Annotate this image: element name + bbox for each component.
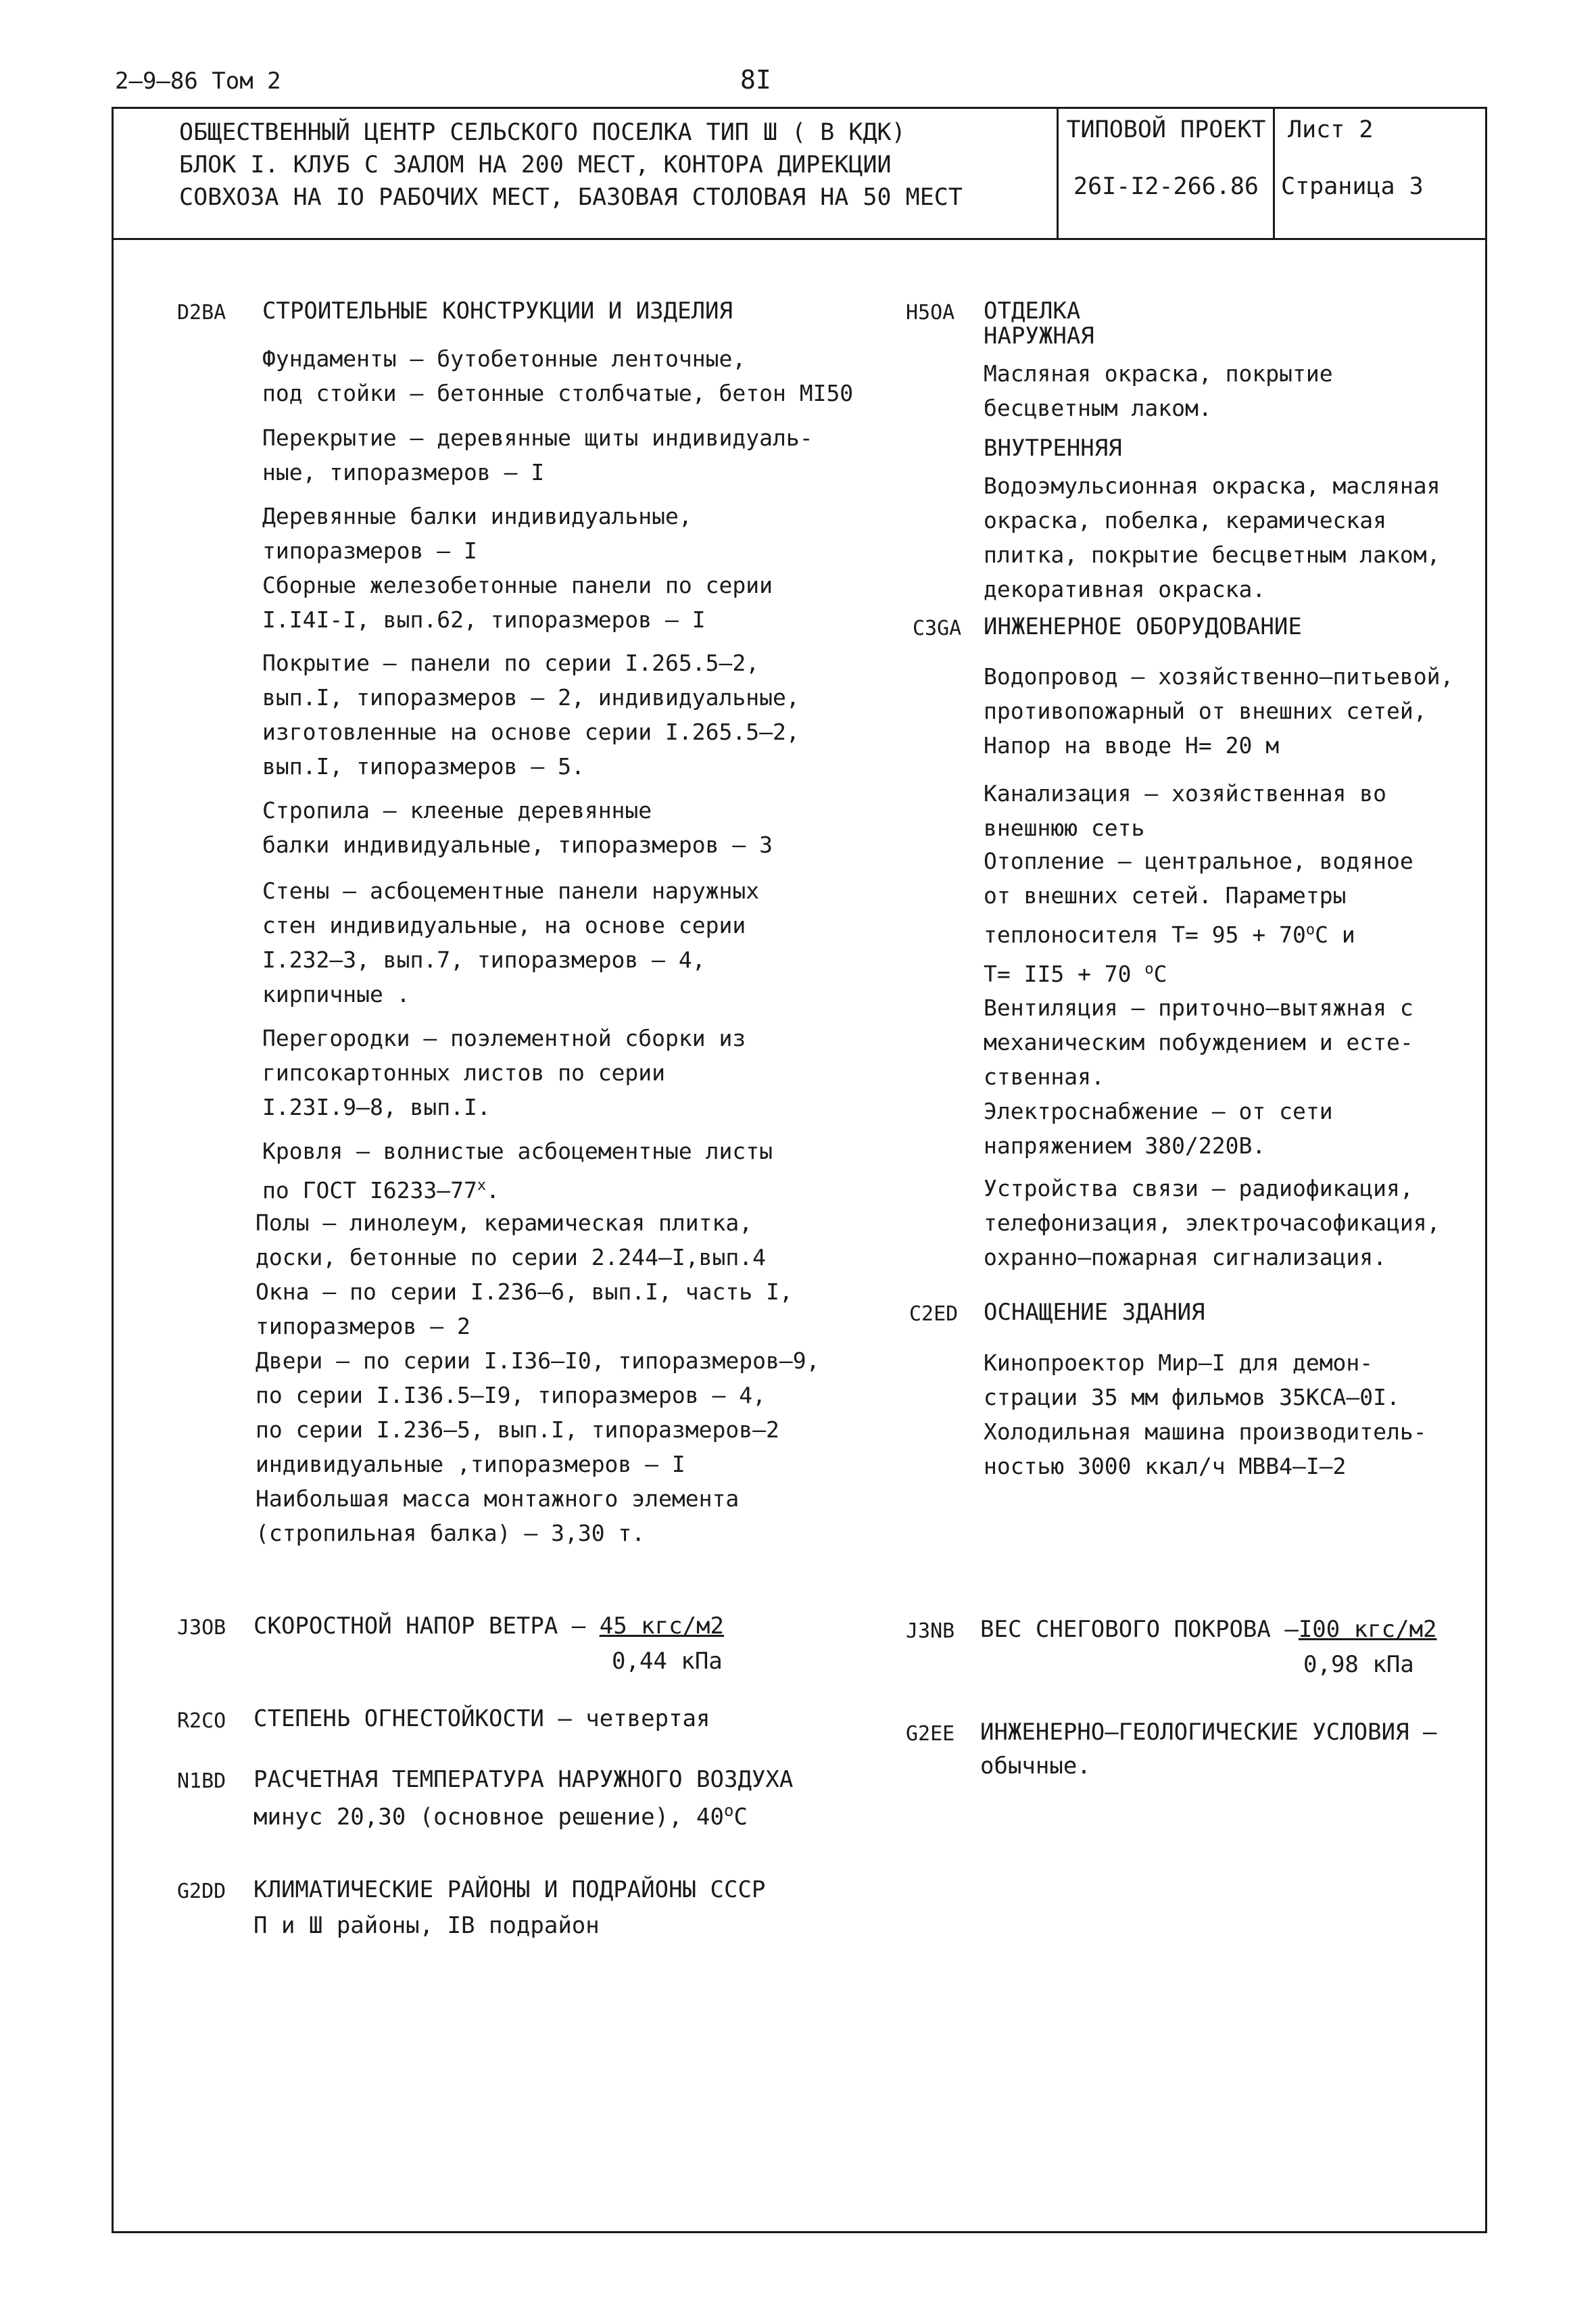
paragraph-equipment: Кинопроектор Мир–I для демон- страции 35 мм фильмов 35КСА–0I. Холодильная машина производитель- ностью 3000 ккал/ч МВВ4–I–2 bbox=[984, 1350, 1427, 1479]
title-block-divider bbox=[112, 238, 1487, 240]
section-code: G2DD bbox=[177, 1880, 226, 1903]
paragraph-floors-slabs: Перекрытие – деревянные щиты индивидуаль- ные, типоразмеров – I bbox=[262, 425, 813, 485]
section-title: ОТДЕЛКА bbox=[984, 297, 1081, 325]
section-code: C3GA bbox=[913, 617, 962, 640]
paragraph-ventilation-power: Вентиляция – приточно–вытяжная с механическим побуждением и есте- ственная. Электроснабжение – от сети напряжением 380/220В. bbox=[984, 995, 1413, 1159]
paragraph-walls: Стены – асбоцементные панели наружных стен индивидуальные, на основе серии I.232–3, вып.7, типоразмеров – 4, кирпичные . bbox=[262, 878, 760, 1007]
page-number: 8I bbox=[740, 65, 771, 95]
section-code: R2CO bbox=[177, 1709, 226, 1733]
section-title: РАСЧЕТНАЯ ТЕМПЕРАТУРА НАРУЖНОГО ВОЗДУХА bbox=[253, 1766, 794, 1793]
snow-load-value: I00 кгс/м2 bbox=[1298, 1616, 1437, 1643]
section-code: C2ED bbox=[909, 1302, 959, 1326]
subsection-title: НАРУЖНАЯ bbox=[984, 323, 1094, 350]
project-title-line: БЛОК I. КЛУБ С ЗАЛОМ НА 200 МЕСТ, КОНТОРА ДИРЕКЦИИ bbox=[179, 151, 892, 178]
climate-regions-value: П и Ш районы, IВ подрайон bbox=[253, 1912, 600, 1939]
section-title: СТЕПЕНЬ ОГНЕСТОЙКОСТИ – четвертая bbox=[253, 1705, 710, 1732]
snow-load-kpa: 0,98 кПа bbox=[1303, 1651, 1414, 1678]
section-title: СТРОИТЕЛЬНЫЕ КОНСТРУКЦИИ И ИЗДЕЛИЯ bbox=[262, 297, 733, 325]
section-code: J3NB bbox=[906, 1619, 955, 1643]
paragraph-water-supply: Водопровод – хозяйственно–питьевой, противопожарный от внешних сетей, Напор на вводе Н= 20 м bbox=[984, 663, 1454, 759]
paragraph-heating: Отопление – центральное, водяное от внешних сетей. Параметры теплоносителя $Т= 95 + 70^oС$ и Т= II5 + 70 $^o$С bbox=[984, 848, 1413, 987]
document-reference: 2–9–86 Том 2 bbox=[115, 68, 281, 95]
section-title: КЛИМАТИЧЕСКИЕ РАЙОНЫ И ПОДРАЙОНЫ СССР bbox=[253, 1876, 766, 1903]
paragraph-foundations: Фундаменты – бутобетонные ленточные, под стойки – бетонные столбчатые, бетон MI50 bbox=[262, 345, 854, 406]
project-type-label: ТИПОВОЙ ПРОЕКТ bbox=[1066, 116, 1266, 143]
section-code: N1BD bbox=[177, 1769, 226, 1793]
page-label: Страница 3 bbox=[1281, 173, 1424, 200]
project-title-line: ОБЩЕСТВЕННЫЙ ЦЕНТР СЕЛЬСКОГО ПОСЕЛКА ТИП Ш ( В КДК) bbox=[179, 119, 906, 146]
paragraph-partitions: Перегородки – поэлементной сборки из гипсокартонных листов по серии I.23I.9–8, вып.I. bbox=[262, 1025, 746, 1120]
wind-pressure-kpa: 0,44 кПа bbox=[612, 1648, 723, 1675]
section-code: H5OA bbox=[906, 301, 955, 325]
section-title: ИНЖЕНЕРНО–ГЕОЛОГИЧЕСКИЕ УСЛОВИЯ – bbox=[980, 1719, 1437, 1746]
paragraph-rafters: Стропила – клееные деревянные балки индивидуальные, типоразмеров – 3 bbox=[262, 797, 773, 858]
paragraph-floors-windows-doors: Полы – линолеум, керамическая плитка, доски, бетонные по серии 2.244–I,вып.4 Окна – по серии I.236–6, вып.I, часть I, типоразмеров – 2 Двери – по серии I.I36–I0, типоразмеров–9, по серии I.I36.5–I9, типоразмеров – 4, по серии I.236–5, вып.I, типоразмеров–2 индивидуальные ,типоразмеров – I Наибольшая масса монтажного элемента (стропильная балка) – 3,30 т. bbox=[256, 1210, 820, 1546]
paragraph-interior-finish: Водоэмульсионная окраска, масляная окраска, побелка, керамическая плитка, покрытие бесцветным лаком, декоративная окраска. bbox=[984, 473, 1441, 602]
design-temperature-value: минус 20,30 (основное решение), 40$^o$C bbox=[253, 1801, 748, 1831]
section-title: ОСНАЩЕНИЕ ЗДАНИЯ bbox=[984, 1299, 1205, 1326]
section-code: J3OB bbox=[177, 1616, 226, 1640]
project-title-line: СОВХОЗА НА IO РАБОЧИХ МЕСТ, БАЗОВАЯ СТОЛОВАЯ НА 50 МЕСТ bbox=[179, 184, 963, 211]
paragraph-roof-panels: Покрытие – панели по серии I.265.5–2, вып.I, типоразмеров – 2, индивидуальные, изготовленные на основе серии I.265.5–2, вып.I, типоразмеров – 5. bbox=[262, 650, 800, 780]
sheet-number: Лист 2 bbox=[1288, 116, 1374, 143]
geological-conditions-value: обычные. bbox=[980, 1752, 1091, 1780]
title-block-separator bbox=[1057, 107, 1059, 238]
paragraph-exterior-finish: Масляная окраска, покрытие бесцветным лаком. bbox=[984, 360, 1333, 421]
paragraph-sewerage: Канализация – хозяйственная во внешнюю сеть bbox=[984, 780, 1387, 841]
section-title: ИНЖЕНЕРНОЕ ОБОРУДОВАНИЕ bbox=[984, 613, 1302, 640]
paragraph-communications: Устройства связи – радиофикация, телефонизация, электрочасофикация, охранно–пожарная сигнализация. bbox=[984, 1175, 1441, 1270]
section-title: СКОРОСТНОЙ НАПОР ВЕТРА – 45 кгс/м2 bbox=[253, 1613, 724, 1640]
wind-pressure-value: 45 кгс/м2 bbox=[599, 1613, 724, 1640]
subsection-title: ВНУТРЕННЯЯ bbox=[984, 435, 1122, 462]
paragraph-beams: Деревянные балки индивидуальные, типоразмеров – I Сборные железобетонные панели по серии I.I4I-I, вып.62, типоразмеров – I bbox=[262, 503, 773, 633]
project-title bbox=[179, 116, 1044, 214]
section-title: ВЕС СНЕГОВОГО ПОКРОВА –I00 кгс/м2 bbox=[980, 1616, 1437, 1643]
title-block-separator bbox=[1273, 107, 1275, 238]
paragraph-roofing: Кровля – волнистые асбоцементные листы по ГОСТ I6233–77$^x$. bbox=[262, 1138, 773, 1203]
section-code: D2BA bbox=[177, 301, 226, 325]
section-code: G2EE bbox=[906, 1722, 955, 1746]
project-code: 26I-I2-266.86 bbox=[1073, 173, 1259, 200]
